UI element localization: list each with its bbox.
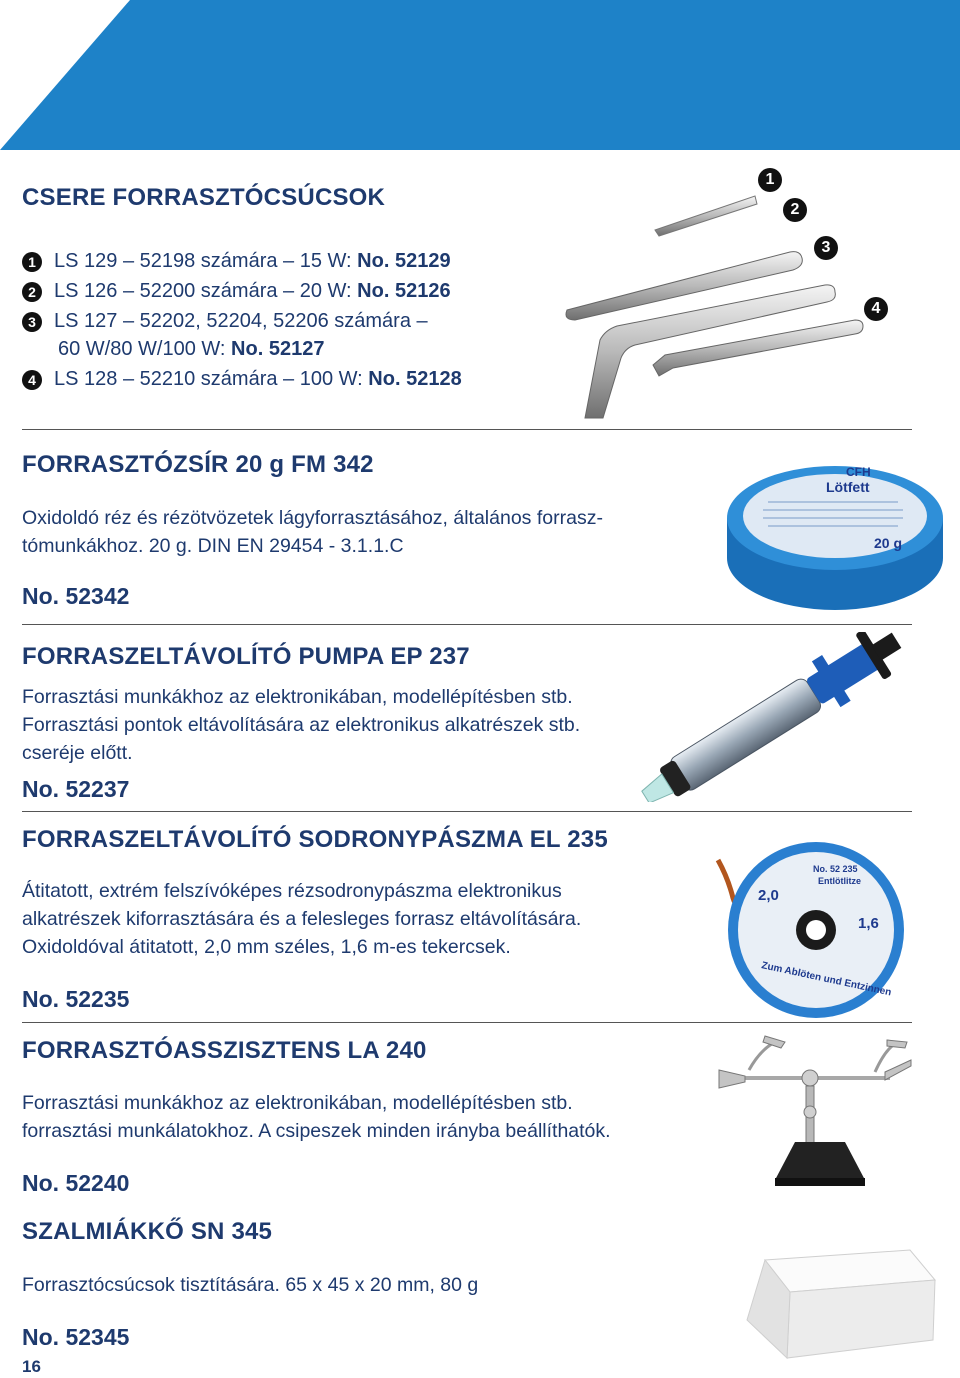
salmiak-stone-image bbox=[735, 1240, 940, 1370]
wick-line-1: Átitatott, extrém felszívóképes rézsodronypászma elektronikus bbox=[22, 880, 562, 902]
wick-order-number: No. 52235 bbox=[22, 986, 130, 1012]
tip-cont: 60 W/80 W/100 W: bbox=[58, 338, 226, 360]
list-item bbox=[22, 364, 462, 394]
salmiak-order-number: No. 52345 bbox=[22, 1324, 130, 1350]
number-badge: 3 bbox=[22, 312, 42, 332]
number-badge: 1 bbox=[22, 252, 42, 272]
list-item bbox=[22, 276, 462, 306]
section-title-helper: FORRASZTÓASSZISZTENS LA 240 bbox=[22, 1037, 427, 1064]
section-title-wick: FORRASZELTÁVOLÍTÓ SODRONYPÁSZMA EL 235 bbox=[22, 826, 608, 853]
tip-no: No. 52128 bbox=[368, 368, 462, 390]
tip-model: LS 128 bbox=[54, 368, 118, 390]
desoldering-pump-image bbox=[620, 632, 920, 802]
wick-label-length: 1,6 bbox=[858, 915, 879, 932]
page-number: 16 bbox=[22, 1357, 41, 1376]
callout-1: 1 bbox=[758, 168, 782, 192]
flux-label-weight: 20 g bbox=[874, 535, 903, 551]
divider bbox=[22, 1022, 912, 1023]
callout-4: 4 bbox=[864, 297, 888, 321]
flux-line-2: tómunkákhoz. 20 g. DIN EN 29454 - 3.1.1.C bbox=[22, 535, 404, 557]
wick-label-name: Entlötlitze bbox=[818, 876, 861, 886]
section-title-pump: FORRASZELTÁVOLÍTÓ PUMPA EP 237 bbox=[22, 643, 470, 670]
tip-desc: – 52200 számára – 20 W: bbox=[122, 280, 352, 302]
tips-list bbox=[22, 246, 462, 394]
helping-hands-image bbox=[715, 1030, 915, 1200]
wick-line-3: Oxidoldóval átitatott, 2,0 mm széles, 1,6 m-es tekercsek. bbox=[22, 936, 511, 958]
tip-no: No. 52126 bbox=[357, 280, 451, 302]
soldering-tips-image bbox=[555, 160, 905, 425]
tip-no: No. 52127 bbox=[231, 338, 325, 360]
wick-description bbox=[22, 877, 581, 961]
wick-line-2: alkatrészek kiforrasztására és a felesleges forrasz eltávolítására. bbox=[22, 908, 582, 930]
flux-line-1: Oxidoldó réz és rézötvözetek lágyforrasztásához, általános forrasz- bbox=[22, 507, 603, 529]
list-item bbox=[22, 246, 462, 276]
section-title-salmiak: SZALMIÁKKŐ SN 345 bbox=[22, 1218, 273, 1245]
callout-3: 3 bbox=[814, 236, 838, 260]
tip-model: LS 126 bbox=[54, 280, 118, 302]
flux-tin-image bbox=[718, 440, 948, 615]
header-wedge bbox=[0, 0, 130, 150]
header-band bbox=[0, 0, 960, 150]
tip-desc: – 52202, 52204, 52206 számára – bbox=[122, 310, 428, 332]
helper-line-1: Forrasztási munkákhoz az elektronikában, modellépítésben stb. bbox=[22, 1092, 573, 1114]
callout-2: 2 bbox=[783, 198, 807, 222]
section-title-tips: CSERE FORRASZTÓCSÚCSOK bbox=[22, 184, 386, 211]
wick-label-text: Zum Ablöten und Entzinnen bbox=[760, 960, 893, 999]
tip-model: LS 129 bbox=[54, 250, 118, 272]
flux-order-number: No. 52342 bbox=[22, 583, 130, 609]
helper-description bbox=[22, 1089, 611, 1145]
tip-model: LS 127 bbox=[54, 310, 118, 332]
tip-desc: – 52198 számára – 15 W: bbox=[122, 250, 352, 272]
desoldering-wick-image bbox=[708, 838, 908, 1018]
pump-line-3: cseréje előtt. bbox=[22, 742, 133, 764]
pump-description bbox=[22, 683, 580, 767]
pump-line-2: Forrasztási pontok eltávolítására az elektronikus alkatrészek stb. bbox=[22, 714, 581, 736]
list-item-continued bbox=[22, 334, 462, 364]
helper-line-2: forrasztási munkálatokhoz. A csipeszek minden irányba beállíthatók. bbox=[22, 1120, 611, 1142]
flux-label-name: Lötfett bbox=[826, 479, 870, 495]
salmiak-description bbox=[22, 1271, 478, 1299]
divider bbox=[22, 624, 912, 625]
pump-order-number: No. 52237 bbox=[22, 776, 130, 802]
number-badge: 4 bbox=[22, 370, 42, 390]
tip-desc: – 52210 számára – 100 W: bbox=[122, 368, 363, 390]
divider bbox=[22, 811, 912, 812]
pump-line-1: Forrasztási munkákhoz az elektronikában, modellépítésben stb. bbox=[22, 686, 573, 708]
flux-description bbox=[22, 504, 603, 560]
list-item bbox=[22, 306, 462, 336]
tip-no: No. 52129 bbox=[357, 250, 451, 272]
salmiak-line-1: Forrasztócsúcsok tisztítására. 65 x 45 x 20 mm, 80 g bbox=[22, 1274, 479, 1296]
flux-label-brand: CFH bbox=[846, 465, 871, 479]
wick-label-width: 2,0 bbox=[758, 887, 779, 904]
helper-order-number: No. 52240 bbox=[22, 1170, 130, 1196]
number-badge: 2 bbox=[22, 282, 42, 302]
wick-label-no: No. 52 235 bbox=[813, 864, 858, 874]
section-title-flux: FORRASZTÓZSÍR 20 g FM 342 bbox=[22, 451, 374, 478]
divider bbox=[22, 429, 912, 430]
